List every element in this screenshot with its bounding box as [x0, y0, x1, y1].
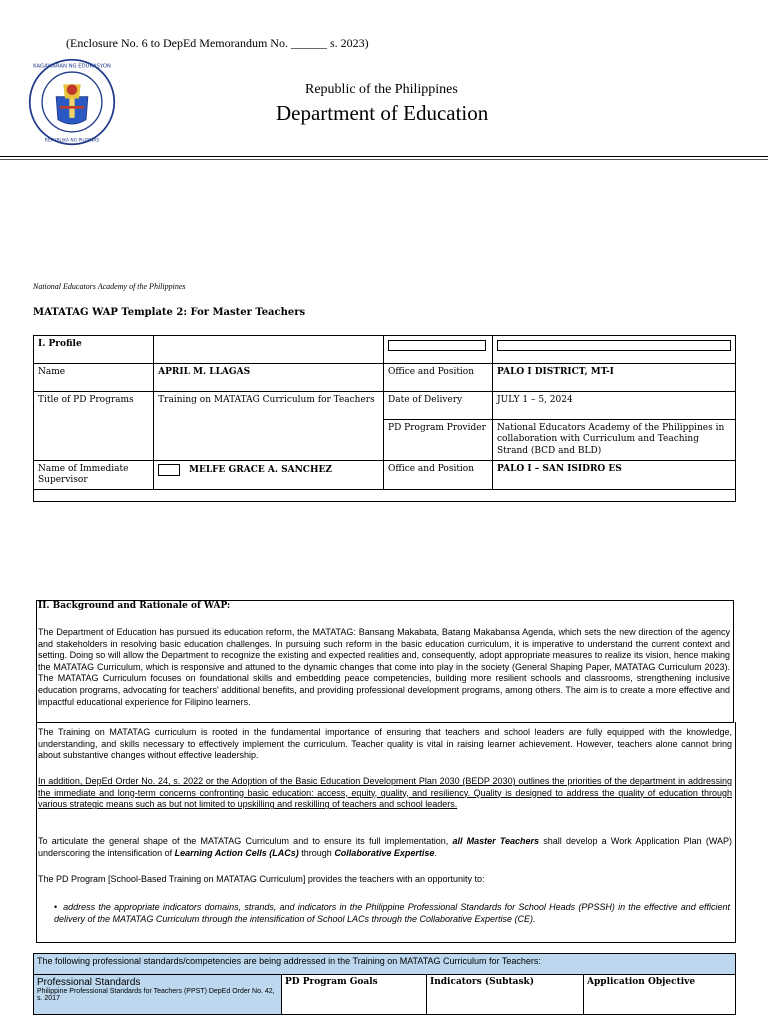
background-paragraph: The Department of Education has pursued its education reform, the MATATAG: Bansang Makabata, Batang Makabansa Agenda, which sets the new direction of the agency and stakeholders in resolving basic education challenges. In pursuing such reform in the basic education curriculum, it is imperative to understand the current context and setting. Doing so will allow the Department to recognize the existing and expected realities and, consequently, adopt appropriate measures to realize its vision, hence making the MATATAG Curriculum, which is responsive and attuned to the dynamic changes that come into play in the society (General Shaping Paper, MATATAG Curriculum 2023). The MATATAG Curriculum focuses on foundational skills and embedding peace competencies, building more resilient schools and classrooms, strengthening inclusive education programs, advocating for teachers' additional benefits, and providing professional development programs, among others. The aim is to create a more effective and impactful educational experience for Filipino learners. — [38, 627, 730, 707]
profile-box-cell — [384, 336, 493, 364]
supervisor-value: MELFE GRACE A. SANCHEZ — [189, 465, 332, 476]
svg-text:KAGAWARAN NG EDUKASYON: KAGAWARAN NG EDUKASYON — [33, 63, 111, 70]
background-heading: II. Background and Rationale of WAP: — [38, 601, 231, 611]
bullet-text: address the appropriate indicators domains, strands, and indicators in the Philippine Professional Standards for School Heads (PPSSH) in the effective and efficient delivery of the MATATAG Curriculum through the intensification of School LACs through the Collaborative Expertise (CE). — [54, 902, 730, 924]
articulate-text: . — [434, 847, 437, 858]
office-label: Office and Position — [384, 364, 493, 392]
training-paragraph: The Training on MATATAG curriculum is rooted in the fundamental importance of ensuring that teachers and school leaders are fully equipped with the knowledge, understanding, and skills necessary to effectively implement the curriculum. Teacher quality is vital in raising learner achievement. However, teachers alone cannot bring about substantive changes without effective leadership. — [38, 727, 732, 761]
profile-empty-cell — [154, 336, 384, 364]
template-title: MATATAG WAP Template 2: For Master Teachers — [33, 307, 306, 318]
blank-box — [388, 340, 486, 351]
date-value: JULY 1 – 5, 2024 — [493, 392, 736, 420]
deped-seal-icon — [28, 58, 116, 146]
supervisor-office-value: PALO I – SAN ISIDRO ES — [493, 460, 736, 490]
department-heading: Department of Education — [276, 101, 489, 125]
professional-standards-subtitle: Philippine Professional Standards for Teachers (PPST) DepEd Order No. 42, s. 2017 — [37, 988, 275, 1002]
profile-bottom-row — [34, 490, 736, 502]
name-label: Name — [34, 364, 154, 392]
supervisor-office-label: Office and Position — [384, 460, 493, 490]
professional-standards-cell — [34, 975, 282, 1015]
republic-heading: Republic of the Philippines — [305, 82, 458, 97]
enclosure-note: (Enclosure No. 6 to DepEd Memorandum No. ______ s. 2023) — [66, 36, 369, 50]
provider-value: National Educators Academy of the Philippines in collaboration with Curriculum and Teaching Strand (BCD and BLD) — [493, 420, 736, 461]
articulate-emphasis: all Master Teachers — [452, 836, 540, 846]
supervisor-cell — [154, 460, 384, 490]
svg-text:REPUBLIKA NG PILIPINAS: REPUBLIKA NG PILIPINAS — [44, 138, 100, 144]
profile-box-cell-wide — [493, 336, 736, 364]
standards-table — [33, 953, 736, 1015]
pd-program-paragraph: The PD Program [School-Based Training on MATATAG Curriculum] provides the teachers with an opportunity to: — [38, 874, 485, 884]
column-pd-goals: PD Program Goals — [282, 975, 427, 1015]
neap-label: National Educators Academy of the Philippines — [33, 282, 186, 291]
articulate-text: through — [298, 847, 335, 858]
date-label: Date of Delivery — [384, 392, 493, 420]
profile-table — [33, 335, 736, 502]
supervisor-label: Name of Immediate Supervisor — [34, 460, 154, 490]
header-divider — [0, 156, 768, 157]
standards-banner: The following professional standards/competencies are being addressed in the Training on MATATAG Curriculum for Teachers: — [34, 954, 736, 975]
provider-label: PD Program Provider — [384, 420, 493, 461]
blank-box — [497, 340, 731, 351]
office-value: PALO I DISTRICT, MT-I — [493, 364, 736, 392]
deped-order-paragraph: In addition, DepEd Order No. 24, s. 2022 or the Adoption of the Basic Education Development Plan 2030 (BEDP 2030) outlines the priorities of the department in addressing the immediate and long-term concerns confronting basic education: access, equity, quality, and resiliency. Quality is designed to address the quality of education through various strategic means such as but not limited to upskilling and reskilling of teachers and school leaders. — [38, 776, 732, 810]
name-value: APRIL M. LLAGAS — [154, 364, 384, 392]
articulate-emphasis: Collaborative Expertise — [334, 847, 435, 858]
title-value: Training on MATATAG Curriculum for Teachers — [154, 392, 384, 461]
title-label: Title of PD Programs — [34, 392, 154, 461]
profile-section-label: I. Profile — [34, 336, 154, 364]
bullet-item — [54, 902, 730, 925]
header-divider-thin — [0, 159, 768, 160]
articulate-emphasis: Learning Action Cells (LACs) — [174, 847, 299, 858]
articulate-paragraph — [38, 836, 732, 859]
blank-box — [158, 464, 180, 476]
column-indicators: Indicators (Subtask) — [427, 975, 584, 1015]
articulate-text: shall develop a Work Application Plan (WAP) underscoring the intensification of — [38, 836, 732, 858]
articulate-text: To articulate the general shape of the MATATAG Curriculum and to ensure its full implementation, — [38, 836, 453, 846]
bullet-icon: • — [54, 902, 58, 912]
column-application-objective: Application Objective — [584, 975, 736, 1015]
professional-standards-title: Professional Standards — [37, 977, 141, 988]
